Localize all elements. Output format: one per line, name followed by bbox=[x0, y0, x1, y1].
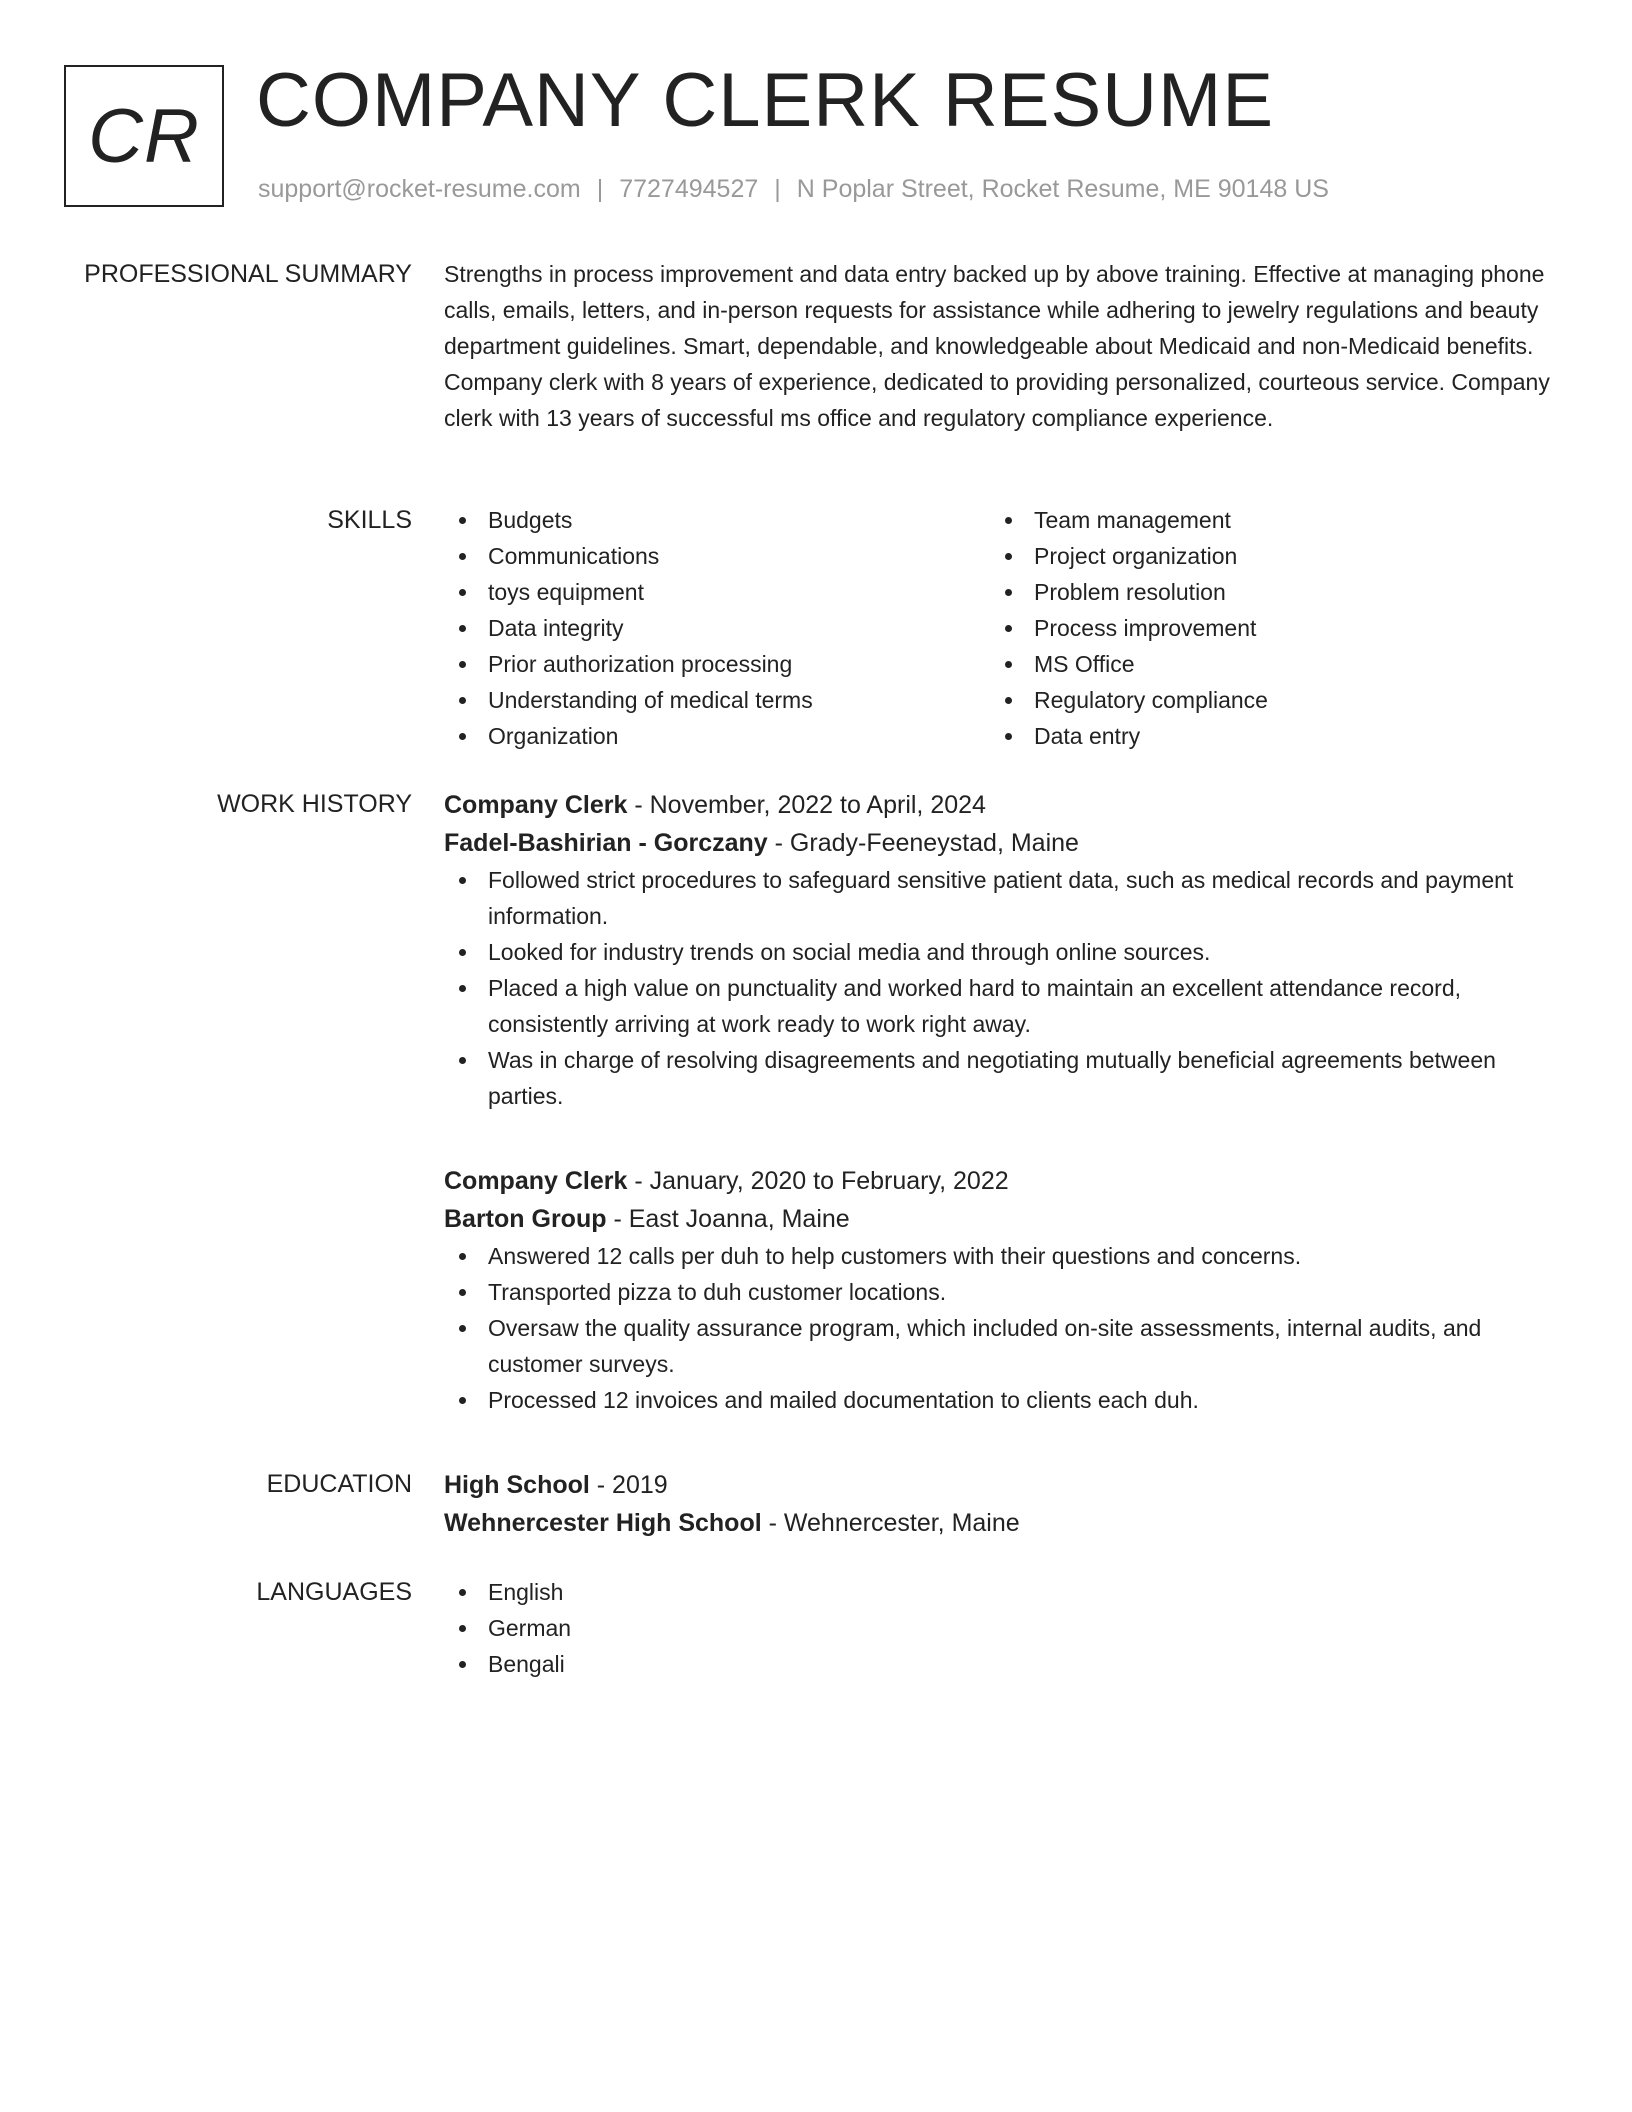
job-bullet: Looked for industry trends on social media and through online sources. bbox=[444, 934, 1558, 970]
education-body bbox=[444, 1466, 1558, 1542]
job-title-line bbox=[444, 1162, 1558, 1200]
education-year: - 2019 bbox=[589, 1471, 668, 1499]
skill-item: Problem resolution bbox=[990, 574, 1536, 610]
skill-item: Organization bbox=[444, 718, 990, 754]
job-bullet: Answered 12 calls per duh to help customers with their questions and concerns. bbox=[444, 1238, 1558, 1274]
summary-heading: PROFESSIONAL SUMMARY bbox=[84, 260, 412, 288]
education-school: Wehnercester High School bbox=[444, 1509, 762, 1537]
job-title: Company Clerk bbox=[444, 791, 628, 819]
language-item: English bbox=[444, 1574, 1558, 1610]
job-entry bbox=[444, 786, 1558, 1114]
skill-item: MS Office bbox=[990, 646, 1536, 682]
job-title: Company Clerk bbox=[444, 1167, 628, 1195]
language-item: Bengali bbox=[444, 1646, 1558, 1682]
job-company-line bbox=[444, 1200, 1558, 1238]
summary-body bbox=[444, 256, 1558, 436]
education-location: - Wehnercester, Maine bbox=[761, 1509, 1020, 1537]
job-bullet: Oversaw the quality assurance program, which included on-site assessments, internal audits, and customer surveys. bbox=[444, 1310, 1558, 1382]
job-company: Barton Group bbox=[444, 1205, 607, 1233]
contact-phone: 7727494527 bbox=[619, 175, 759, 203]
job-entry bbox=[444, 1162, 1558, 1418]
skill-item: Team management bbox=[990, 502, 1536, 538]
skills-body bbox=[444, 502, 1558, 754]
contact-separator: | bbox=[596, 175, 604, 203]
skill-item: Project organization bbox=[990, 538, 1536, 574]
skill-item: Regulatory compliance bbox=[990, 682, 1536, 718]
skills-heading: SKILLS bbox=[327, 506, 412, 534]
language-item: German bbox=[444, 1610, 1558, 1646]
languages-list bbox=[444, 1574, 1558, 1682]
monogram-logo: CR bbox=[64, 65, 224, 207]
education-degree: High School bbox=[444, 1471, 590, 1499]
languages-body bbox=[444, 1574, 1558, 1682]
summary-text: Strengths in process improvement and data entry backed up by above training. Effective at managing phone calls, emails, letters, and in-person requests for assistance while adhering to jewelry regulations and beauty department guidelines. Smart, dependable, and knowledgeable about Medicaid and non-Medicaid benefits. Company clerk with 8 years of experience, dedicated to providing personalized, courteous service. Company clerk with 13 years of successful ms office and regulatory compliance experience. bbox=[444, 261, 1550, 431]
skill-item: Budgets bbox=[444, 502, 990, 538]
contact-address: N Poplar Street, Rocket Resume, ME 90148 US bbox=[796, 175, 1329, 203]
skill-item: Data entry bbox=[990, 718, 1536, 754]
languages-heading: LANGUAGES bbox=[256, 1578, 412, 1606]
job-bullet: Processed 12 invoices and mailed documentation to clients each duh. bbox=[444, 1382, 1558, 1418]
contact-email: support@rocket-resume.com bbox=[258, 175, 581, 203]
job-bullet: Transported pizza to duh customer locations. bbox=[444, 1274, 1558, 1310]
work-history-body bbox=[444, 786, 1558, 1413]
contact-line bbox=[258, 172, 1329, 206]
job-dates: - November, 2022 to April, 2024 bbox=[627, 791, 986, 819]
skills-list-left bbox=[444, 502, 990, 754]
page-title: COMPANY CLERK RESUME bbox=[256, 58, 1275, 143]
job-location: - East Joanna, Maine bbox=[606, 1205, 850, 1233]
skill-item: Process improvement bbox=[990, 610, 1536, 646]
job-bullets bbox=[444, 862, 1558, 1114]
skill-item: Prior authorization processing bbox=[444, 646, 990, 682]
skills-list-right bbox=[990, 502, 1536, 754]
work-history-heading: WORK HISTORY bbox=[217, 790, 412, 818]
education-school-line bbox=[444, 1504, 1558, 1542]
skill-item: Data integrity bbox=[444, 610, 990, 646]
job-company: Fadel-Bashirian - Gorczany bbox=[444, 829, 768, 857]
contact-separator: | bbox=[774, 175, 781, 203]
job-location: - Grady-Feeneystad, Maine bbox=[767, 829, 1079, 857]
job-bullet: Followed strict procedures to safeguard sensitive patient data, such as medical records and payment information. bbox=[444, 862, 1558, 934]
education-degree-line bbox=[444, 1466, 1558, 1504]
job-bullet: Was in charge of resolving disagreements and negotiating mutually beneficial agreements between parties. bbox=[444, 1042, 1558, 1114]
skill-item: Communications bbox=[444, 538, 990, 574]
education-heading: EDUCATION bbox=[266, 1470, 412, 1498]
skill-item: toys equipment bbox=[444, 574, 990, 610]
job-company-line bbox=[444, 824, 1558, 862]
job-dates: - January, 2020 to February, 2022 bbox=[627, 1167, 1009, 1195]
job-title-line bbox=[444, 786, 1558, 824]
job-bullets bbox=[444, 1238, 1558, 1418]
job-bullet: Placed a high value on punctuality and worked hard to maintain an excellent attendance record, consistently arriving at work ready to work right away. bbox=[444, 970, 1558, 1042]
skill-item: Understanding of medical terms bbox=[444, 682, 990, 718]
